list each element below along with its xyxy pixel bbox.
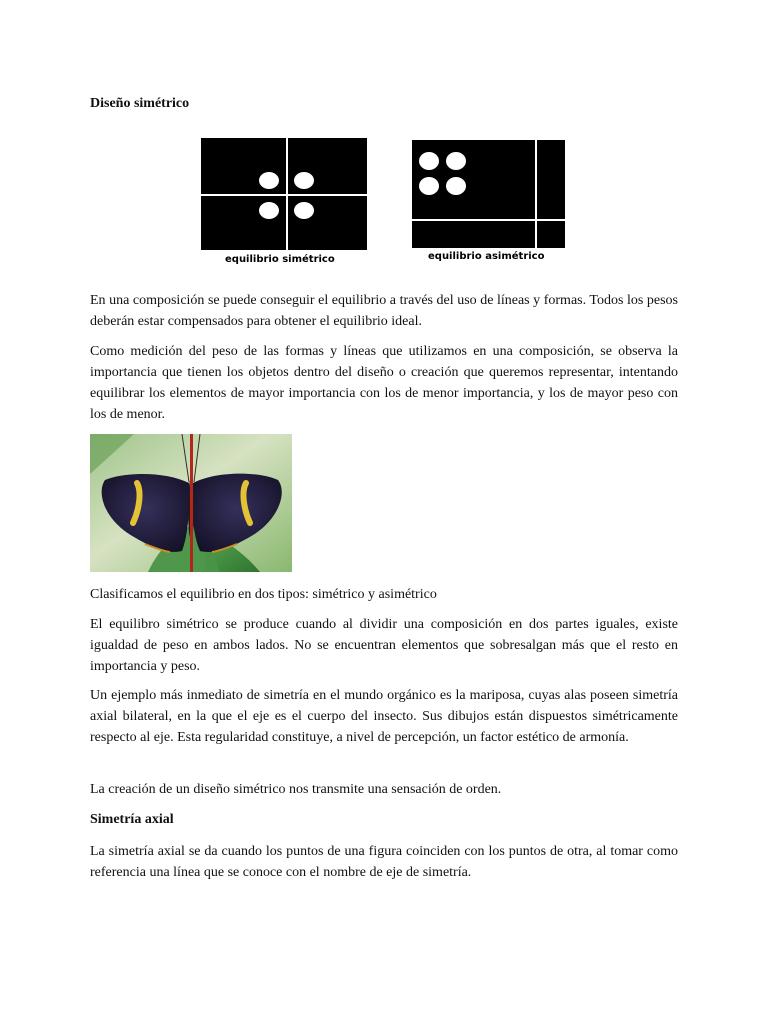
symmetric-dot-top-right: [294, 172, 314, 189]
subsection-title: Simetría axial: [90, 812, 174, 827]
symmetric-dot-bottom-right: [294, 202, 314, 219]
symmetric-horizontal-axis: [201, 194, 367, 196]
asymmetric-dot-top-right: [446, 152, 466, 170]
asymmetric-balance-figure: [412, 140, 565, 268]
paragraph-order-sensation: La creación de un diseño simétrico nos transmite una sensación de orden.: [90, 782, 502, 797]
symmetric-dot-bottom-left: [259, 202, 279, 219]
asymmetric-dot-top-left: [419, 152, 439, 170]
paragraph-weight-measurement: Como medición del peso de las formas y líneas que utilizamos en una composición, se observa la importancia que tienen los objetos dentro del diseño o creación que queremos representar, intentando equilibrar los elementos de mayor importancia con los de menor importancia, y los de mayor peso con los de menor.: [90, 344, 678, 422]
butterfly-symmetry-image: [90, 434, 292, 572]
asymmetric-horizontal-axis: [412, 219, 565, 221]
symmetric-balance-figure: [201, 138, 367, 270]
paragraph-axial-symmetry: La simetría axial se da cuando los puntos de una figura coinciden con los puntos de otra, al tomar como referencia una línea que se conoce con el nombre de eje de simetría.: [90, 844, 678, 880]
asymmetric-balance-caption: equilibrio asimétrico: [428, 251, 545, 262]
paragraph-balance-types: Clasificamos el equilibrio en dos tipos: simétrico y asimétrico: [90, 587, 437, 602]
symmetric-balance-caption: equilibrio simétrico: [225, 254, 335, 265]
asymmetric-dot-bottom-left: [419, 177, 439, 195]
asymmetric-vertical-axis: [535, 140, 537, 248]
paragraph-composition-balance: En una composición se puede conseguir el equilibrio a través del uso de líneas y formas. Todos los pesos deberán estar compensados para obtener el equilibrio ideal.: [90, 293, 678, 329]
paragraph-symmetric-balance: El equilibro simétrico se produce cuando al dividir una composición en dos partes iguales, existe igualdad de peso en ambos lados. No se encuentran elementos que sobresalgan más que el resto en importancia y peso.: [90, 617, 678, 674]
asymmetric-dot-bottom-right: [446, 177, 466, 195]
symmetric-dot-top-left: [259, 172, 279, 189]
section-title: Diseño simétrico: [90, 96, 190, 111]
paragraph-butterfly-example: Un ejemplo más inmediato de simetría en el mundo orgánico es la mariposa, cuyas alas poseen simetría axial bilateral, en la que el eje es el cuerpo del insecto. Sus dibujos están dispuestos simétricamente respecto al eje. Esta regularidad constituye, a nivel de percepción, un factor estético de armonía.: [90, 688, 678, 745]
butterfly-photo: [90, 434, 292, 572]
